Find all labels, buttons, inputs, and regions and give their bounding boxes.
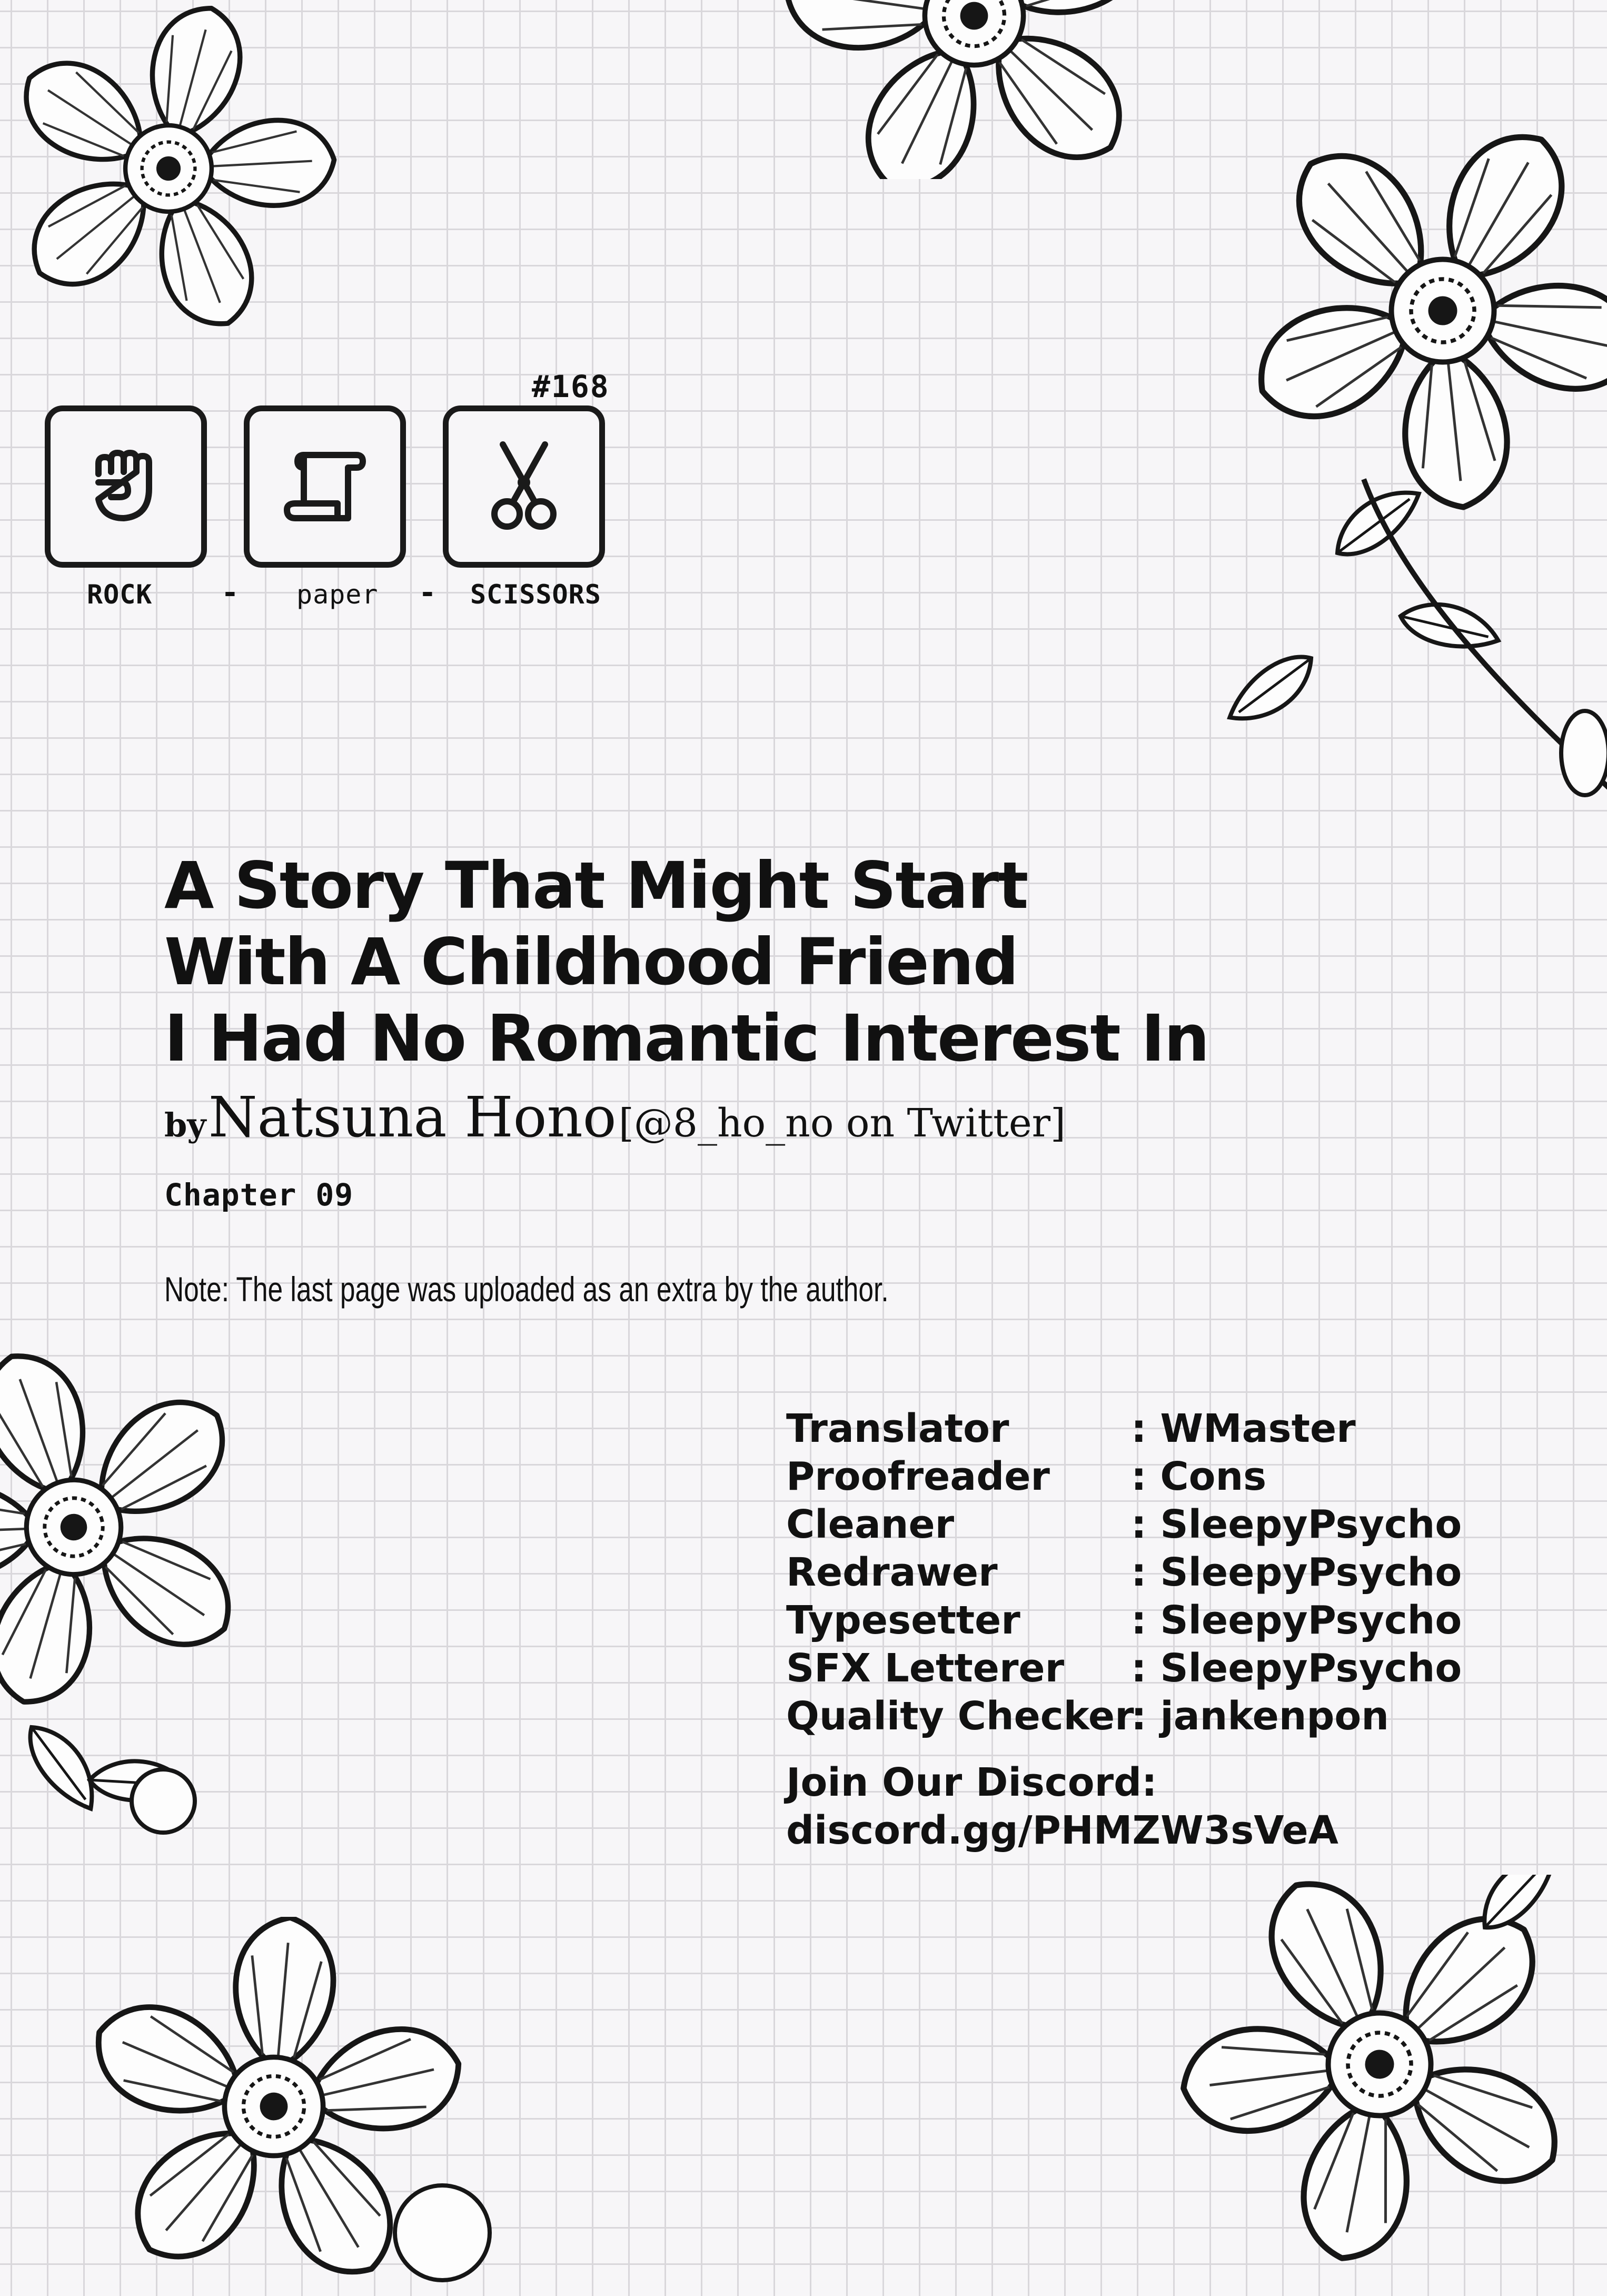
scroll-icon (272, 434, 378, 539)
credit-row (786, 1645, 1462, 1693)
credit-name: : SleepyPsycho (1131, 1646, 1462, 1691)
credit-name: : SleepyPsycho (1131, 1598, 1462, 1643)
discord-link[interactable]: discord.gg/PHMZW3sVeA (786, 1808, 1338, 1853)
credit-row (786, 1501, 1462, 1549)
paper-box (244, 405, 406, 568)
discord-heading: Join Our Discord: (786, 1760, 1157, 1805)
flower-illustration-bottom-left (0, 1327, 316, 1906)
flower-illustration-top-right (1179, 79, 1607, 869)
credit-row (786, 1597, 1462, 1645)
credit-name: : SleepyPsycho (1131, 1502, 1462, 1547)
credit-name: : jankenpon (1131, 1694, 1389, 1739)
byline-prefix: by (164, 1106, 206, 1144)
byline (164, 1085, 1066, 1150)
logo-label-rock: ROCK (87, 579, 153, 610)
credit-role: SFX Letterer (786, 1646, 1065, 1691)
title-line: I Had No Romantic Interest In (164, 1001, 1209, 1076)
credit-role: Proofreader (786, 1454, 1050, 1499)
title-line: A Story That Might Start (164, 848, 1028, 923)
credit-row (786, 1693, 1462, 1740)
credits-list (786, 1405, 1462, 1740)
flower-illustration-top-center (758, 0, 1190, 179)
credit-role: Typesetter (786, 1598, 1020, 1643)
discord-invite (786, 1759, 1338, 1855)
credit-name: : Cons (1131, 1454, 1267, 1499)
logo-number: #168 (532, 369, 610, 404)
logo-label-paper: paper (296, 579, 379, 610)
note-text: Note: The last page was uploaded as an extra by the author. (164, 1270, 889, 1309)
chapter-label: Chapter 09 (164, 1177, 354, 1213)
scanlation-group-logo (45, 369, 624, 616)
rock-box (45, 405, 207, 568)
fist-icon (73, 434, 178, 539)
logo-label-scissors: SCISSORS (470, 579, 601, 610)
title-line: With A Childhood Friend (164, 925, 1018, 999)
logo-separator: - (419, 576, 437, 610)
author-name: Natsuna Hono (208, 1085, 617, 1150)
logo-separator: - (221, 576, 239, 610)
credit-role: Cleaner (786, 1502, 955, 1547)
flower-illustration-bottom-center (37, 1917, 511, 2296)
credit-row (786, 1405, 1462, 1453)
credit-role: Translator (786, 1406, 1009, 1451)
scissors-box (443, 405, 605, 568)
flower-illustration-bottom-right (1158, 1875, 1607, 2296)
credit-role: Quality Checker (786, 1694, 1134, 1739)
author-handle: [@8_ho_no on Twitter] (619, 1101, 1066, 1146)
credit-row (786, 1549, 1462, 1597)
flower-illustration-top-left (0, 0, 358, 358)
series-title (164, 848, 1208, 1077)
credit-role: Redrawer (786, 1550, 998, 1595)
scissors-icon (471, 434, 577, 539)
credit-row (786, 1453, 1462, 1501)
credit-name: : WMaster (1131, 1406, 1356, 1451)
credit-name: : SleepyPsycho (1131, 1550, 1462, 1595)
